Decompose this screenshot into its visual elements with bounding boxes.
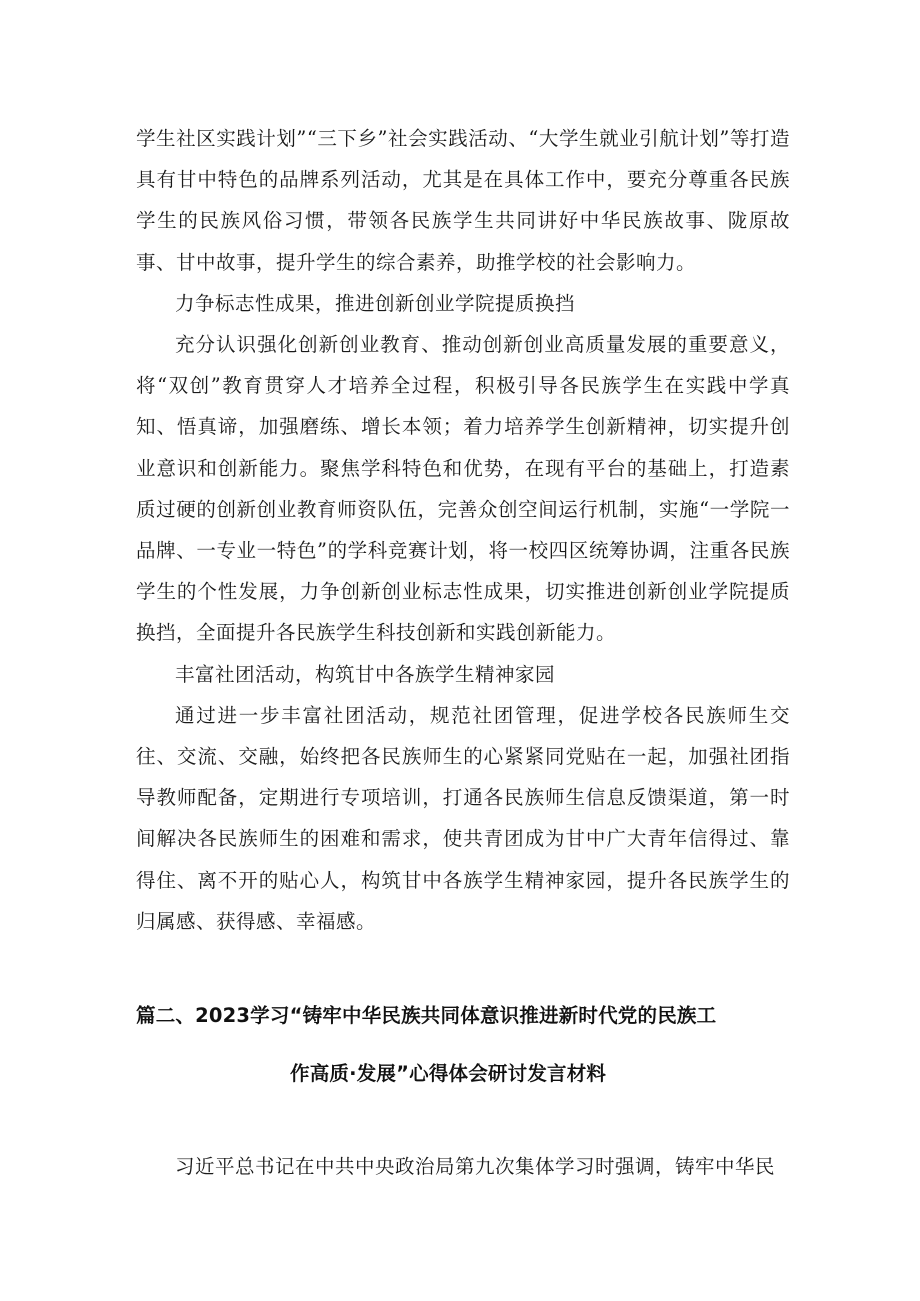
article-title-line-2: 作高质·发展”心得体会研讨发言材料 xyxy=(290,1062,607,1085)
paragraph-practice-activities: 学生社区实践计划”“三下乡”社会实践活动、“大学生就业引航计划”等打造具有甘中特色的品牌系列活动，尤其是在具体工作中，要充分尊重各民族学生的民族风俗习惯，带领各民族学生共同讲好中华民族故事、陇原故事、甘中故事，提升学生的综合素养，助推学校的社会影响力。 xyxy=(136,127,790,274)
article-title-line-1: 篇二、2023学习“铸牢中华民族共同体意识推进新时代党的民族工 xyxy=(136,1004,717,1027)
paragraph-innovation-education: 充分认识强化创新创业教育、推动创新创业高质量发展的重要意义，将“双创”教育贯穿人才培养全过程，积极引导各民族学生在实践中学真知、悟真谛，加强磨练、增长本领；着力培养学生创新精神，切实提升创业意识和创新能力。聚焦学科特色和优势，在现有平台的基础上，打造素质过硬的创新创业教育师资队伍，完善众创空间运行机制，实施“一学院一品牌、一专业一特色”的学科竞赛计划，将一校四区统筹协调，注重各民族学生的个性发展，力争创新创业标志性成果，切实推进创新创业学院提质换挡，全面提升各民族学生科技创新和实践创新能力。 xyxy=(136,333,790,645)
paragraph-opening: 习近平总书记在中共中央政治局第九次集体学习时强调，铸牢中华民 xyxy=(175,1155,776,1178)
section-heading-innovation: 力争标志性成果，推进创新创业学院提质换挡 xyxy=(175,291,576,315)
section-heading-clubs: 丰富社团活动，构筑甘中各族学生精神家园 xyxy=(175,662,556,686)
body-text-bottom xyxy=(136,1146,790,1187)
paragraph-club-activities: 通过进一步丰富社团活动，规范社团管理，促进学校各民族师生交往、交流、交融，始终把各民族师生的心紧紧同党贴在一起，加强社团指导教师配备，定期进行专项培训，打通各民族师生信息反馈渠道，第一时间解决各民族师生的困难和需求，使共青团成为甘中广大青年信得过、靠得住、离不开的贴心人，构筑甘中各族学生精神家园，提升各民族学生的归属感、获得感、幸福感。 xyxy=(136,703,790,933)
body-text-top xyxy=(136,118,790,942)
